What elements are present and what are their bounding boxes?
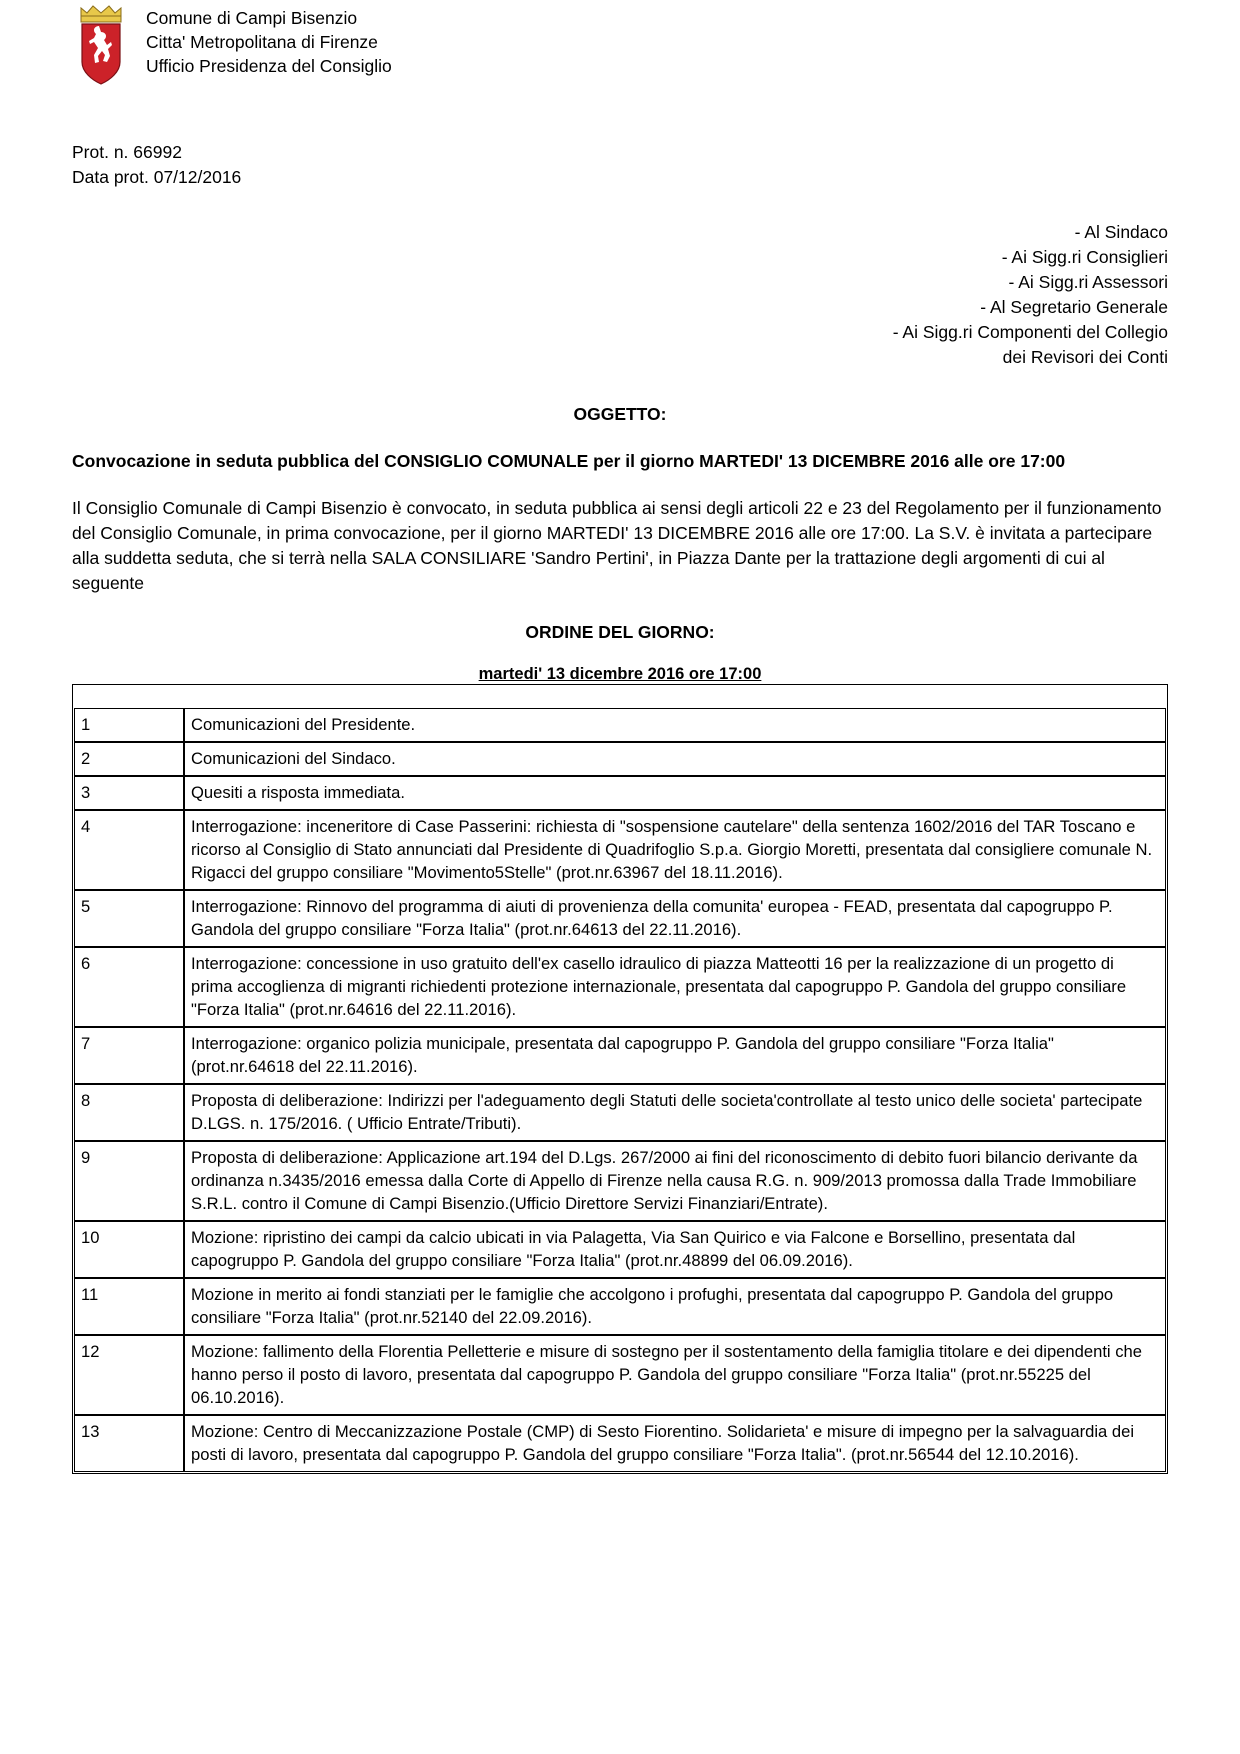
addressee-item: - Ai Sigg.ri Consiglieri	[1001, 247, 1168, 267]
agenda-table-wrapper	[72, 684, 1168, 1474]
agenda-item-number: 6	[74, 947, 184, 1027]
agenda-item-number: 8	[74, 1084, 184, 1141]
protocol-date: Data prot. 07/12/2016	[72, 167, 242, 187]
agenda-item-text: Interrogazione: concessione in uso gratuito dell'ex casello idraulico di piazza Matteotti 16 per la realizzazione di un progetto di prima accoglienza di migranti richiedenti protezione internazionale, presentata dal capogruppo P. Gandola del gruppo consiliare "Forza Italia" (prot.nr.64616 del 22.11.2016).	[184, 947, 1166, 1027]
agenda-item-number: 5	[74, 890, 184, 947]
table-row	[74, 810, 1166, 890]
agenda-item-number: 12	[74, 1335, 184, 1415]
coat-of-arms-icon	[72, 4, 130, 88]
addressee-item: - Al Segretario Generale	[980, 297, 1168, 317]
addressee-list	[72, 220, 1168, 370]
agenda-item-text: Proposta di deliberazione: Indirizzi per l'adeguamento degli Statuti delle societa'controllate al testo unico delle societa' partecipate D.LGS. n. 175/2016. ( Ufficio Entrate/Tributi).	[184, 1084, 1166, 1141]
agenda-item-text: Comunicazioni del Sindaco.	[184, 742, 1166, 776]
agenda-item-number: 3	[74, 776, 184, 810]
agenda-item-number: 11	[74, 1278, 184, 1335]
agenda-item-text: Interrogazione: organico polizia municipale, presentata dal capogruppo P. Gandola del gruppo consiliare "Forza Italia" (prot.nr.64618 del 22.11.2016).	[184, 1027, 1166, 1084]
agenda-table	[74, 708, 1166, 1472]
body-paragraph: Il Consiglio Comunale di Campi Bisenzio è convocato, in seduta pubblica ai sensi degli articoli 22 e 23 del Regolamento per il funzionamento del Consiglio Comunale, in prima convocazione, per il giorno MARTEDI' 13 DICEMBRE 2016 alle ore 17:00. La S.V. è invitata a partecipare alla suddetta seduta, che si terrà nella SALA CONSILIARE 'Sandro Pertini', in Piazza Dante per la trattazione degli argomenti di cui al seguente	[72, 498, 1162, 593]
agenda-item-text: Mozione in merito ai fondi stanziati per le famiglie che accolgono i profughi, presentata dal capogruppo P. Gandola del gruppo consiliare "Forza Italia" (prot.nr.52140 del 22.09.2016).	[184, 1278, 1166, 1335]
addressee-item: dei Revisori dei Conti	[1002, 347, 1168, 367]
letterhead-line-1: Comune di Campi Bisenzio	[146, 8, 358, 28]
table-row	[74, 1335, 1166, 1415]
agenda-item-text: Interrogazione: inceneritore di Case Passerini: richiesta di "sospensione cautelare" della sentenza 1602/2016 del TAR Toscano e ricorso al Consiglio di Stato annunciati dal Presidente di Quadrifoglio S.p.a. Giorgio Moretti, presentata dal consigliere comunale N. Rigacci del gruppo consiliare "Movimento5Stelle" (prot.nr.63967 del 18.11.2016).	[184, 810, 1166, 890]
agenda-item-text: Proposta di deliberazione: Applicazione art.194 del D.Lgs. 267/2000 ai fini del riconoscimento di debito fuori bilancio derivante da ordinanza n.3435/2016 emessa dalla Corte di Appello di Firenze nella causa R.G. n. 909/2013 promossa dalla Trade Immobiliare S.R.L. contro il Comune di Campi Bisenzio.(Ufficio Direttore Servizi Finanziari/Entrate).	[184, 1141, 1166, 1221]
agenda-item-text: Mozione: ripristino dei campi da calcio ubicati in via Palagetta, Via San Quirico e via Falcone e Borsellino, presentata dal capogruppo P. Gandola del gruppo consiliare "Forza Italia" (prot.nr.48899 del 06.09.2016).	[184, 1221, 1166, 1278]
letterhead-line-3: Ufficio Presidenza del Consiglio	[146, 56, 392, 76]
table-row	[74, 1141, 1166, 1221]
protocol-block	[72, 140, 1168, 190]
table-row	[74, 708, 1166, 742]
agenda-item-number: 10	[74, 1221, 184, 1278]
table-row	[74, 947, 1166, 1027]
subject-label: OGGETTO:	[573, 404, 667, 424]
addressee-item: - Al Sindaco	[1074, 222, 1168, 242]
table-row	[74, 890, 1166, 947]
letterhead-line-2: Citta' Metropolitana di Firenze	[146, 32, 378, 52]
agenda-item-number: 13	[74, 1415, 184, 1472]
table-row	[74, 1221, 1166, 1278]
addressee-item: - Ai Sigg.ri Assessori	[1008, 272, 1168, 292]
agenda-item-number: 1	[74, 708, 184, 742]
agenda-item-number: 9	[74, 1141, 184, 1221]
agenda-item-number: 2	[74, 742, 184, 776]
table-row	[74, 1278, 1166, 1335]
table-row	[74, 1027, 1166, 1084]
letterhead-text	[146, 4, 392, 78]
agenda-date: martedi' 13 dicembre 2016 ore 17:00	[478, 665, 762, 683]
table-row	[74, 742, 1166, 776]
table-row	[74, 1084, 1166, 1141]
agenda-item-number: 4	[74, 810, 184, 890]
protocol-number: Prot. n. 66992	[72, 142, 182, 162]
agenda-item-number: 7	[74, 1027, 184, 1084]
agenda-title: ORDINE DEL GIORNO:	[525, 622, 715, 642]
subject-text: Convocazione in seduta pubblica del CONSIGLIO COMUNALE per il giorno MARTEDI' 13 DICEMBRE 2016 alle ore 17:00	[72, 451, 1066, 471]
agenda-item-text: Quesiti a risposta immediata.	[184, 776, 1166, 810]
agenda-item-text: Mozione: Centro di Meccanizzazione Postale (CMP) di Sesto Fiorentino. Solidarieta' e misure di impegno per la salvaguardia dei posti di lavoro, presentata dal capogruppo P. Gandola del gruppo consiliare "Forza Italia". (prot.nr.56544 del 12.10.2016).	[184, 1415, 1166, 1472]
agenda-item-text: Mozione: fallimento della Florentia Pelletterie e misure di sostegno per il sostentamento della famiglia titolare e dei dipendenti che hanno perso il posto di lavoro, presentata dal capogruppo P. Gandola del gruppo consiliare "Forza Italia" (prot.nr.55225 del 06.10.2016).	[184, 1335, 1166, 1415]
agenda-item-text: Comunicazioni del Presidente.	[184, 708, 1166, 742]
letterhead	[72, 0, 1168, 88]
agenda-item-text: Interrogazione: Rinnovo del programma di aiuti di provenienza della comunita' europea - FEAD, presentata dal capogruppo P. Gandola del gruppo consiliare "Forza Italia" (prot.nr.64613 del 22.11.2016).	[184, 890, 1166, 947]
table-row	[74, 776, 1166, 810]
addressee-item: - Ai Sigg.ri Componenti del Collegio	[892, 322, 1168, 342]
table-row	[74, 1415, 1166, 1472]
